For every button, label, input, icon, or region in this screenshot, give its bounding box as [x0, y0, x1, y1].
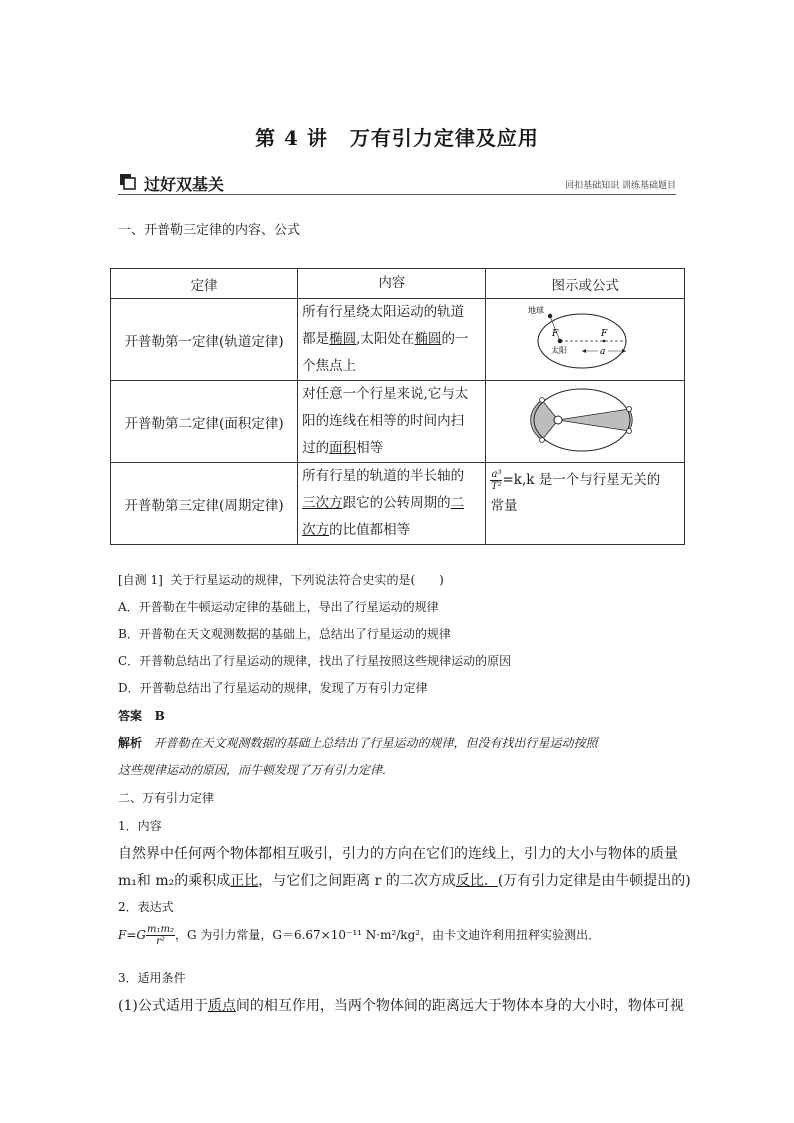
- lecture-number: 第 4 讲: [255, 126, 328, 150]
- sub-heading-expression: 2．表达式: [118, 900, 174, 914]
- lecture-topic: 万有引力定律及应用: [349, 126, 539, 150]
- period-law-formula: $\frac{\text{a³}}{\text{T²}}$ =k,k 是一个与行星无关的 常量: [486, 463, 685, 545]
- option-b: B．开普勒在天文观测数据的基础上，总结出了行星运动的规律: [118, 627, 451, 641]
- section-label: 过好双基关: [144, 175, 225, 194]
- focus-label-left: F: [552, 328, 559, 339]
- analysis-line-1: 解析 开普勒在天文观测数据的基础上总结出了行星运动的规律，但没有找出行星运动按照: [118, 736, 598, 750]
- header-law: 定律: [111, 269, 298, 299]
- sun-circle: [554, 416, 562, 424]
- option-d: D．开普勒总结出了行星运动的规律，发现了万有引力定律: [118, 681, 428, 695]
- section-square-icon: [120, 174, 136, 190]
- law-name: 开普勒第一定律(轨道定律): [111, 299, 298, 381]
- sub-heading-conditions: 3．适用条件: [118, 971, 186, 985]
- answer-value: B: [154, 709, 165, 723]
- sun-label: 太阳: [551, 345, 568, 355]
- law-content: 对任意一个行星来说,它与太 阳的连线在相等的时间内扫 过的面积相等: [298, 381, 486, 463]
- content-line-2: m₁和 m₂的乘积成正比，与它们之间距离 r 的二次方成反比．(万有引力定律是由牛顿提出的): [118, 873, 691, 889]
- section-bar: [118, 172, 676, 195]
- condition-line-1: (1)公式适用于质点间的相互作用，当两个物体间的距离远大于物体本身的大小时，物体可视: [118, 998, 684, 1014]
- header-diagram: 图示或公式: [486, 269, 685, 299]
- table-row: [111, 463, 685, 545]
- part2-heading: 二、万有引力定律: [118, 791, 215, 805]
- selftest-question: [自测 1] 关于行星运动的规律，下列说法符合史实的是( ): [118, 573, 444, 587]
- section-subtitle: 回扣基础知识 训练基础题目: [565, 181, 676, 191]
- option-c: C．开普勒总结出了行星运动的规律，找出了行星按照这些规律运动的原因: [118, 654, 512, 668]
- gravitation-formula: F=G $\frac{\text{m₁m₂}}{\text{r²}}$ ，G 为引力常量，G＝6.67×10⁻¹¹ N·m²/kg²，由卡文迪许利用扭秤实验测出．: [118, 924, 601, 947]
- law-content: 所有行星绕太阳运动的轨道 都是椭圆,太阳处在椭圆的一 个焦点上: [298, 299, 486, 381]
- table-header-row: [111, 269, 685, 299]
- kepler-laws-table: [110, 268, 685, 545]
- formula-fraction: $\frac{\text{m₁m₂}}{\text{r²}}$: [146, 924, 174, 947]
- law-name: 开普勒第二定律(面积定律): [111, 381, 298, 463]
- focus-label-right: F: [601, 328, 608, 339]
- semi-major-axis-label: a: [600, 346, 606, 357]
- page-title: [0, 122, 794, 151]
- table-row: [111, 381, 685, 463]
- table-row: [111, 299, 685, 381]
- formula-fraction: $\frac{\text{a³}}{\text{T²}}$: [491, 469, 502, 492]
- sub-heading-content: 1．内容: [118, 819, 162, 833]
- law-name: 开普勒第三定律(周期定律): [111, 463, 298, 545]
- earth-label: 地球: [528, 305, 545, 315]
- header-content: 内容: [298, 269, 486, 299]
- analysis-line-2: 这些规律运动的原因，而牛顿发现了万有引力定律.: [118, 763, 386, 777]
- selftest-tag: [自测 1]: [118, 573, 163, 587]
- option-a: A．开普勒在牛顿运动定律的基础上，导出了行星运动的规律: [118, 600, 439, 614]
- ellipse-orbit-diagram: [486, 299, 685, 381]
- second-focus-point: [603, 339, 606, 342]
- area-figure: [490, 383, 670, 457]
- area-law-diagram: [486, 381, 685, 463]
- part1-heading: 一、开普勒三定律的内容、公式: [118, 223, 301, 238]
- orbit-figure: [490, 301, 670, 375]
- answer-line: 答案 B: [118, 709, 165, 723]
- content-line-1: 自然界中任何两个物体都相互吸引，引力的方向在它们的连线上，引力的大小与物体的质量: [118, 846, 678, 862]
- law-content: 所有行星的轨道的半长轴的 三次方跟它的公转周期的二 次方的比值都相等: [298, 463, 486, 545]
